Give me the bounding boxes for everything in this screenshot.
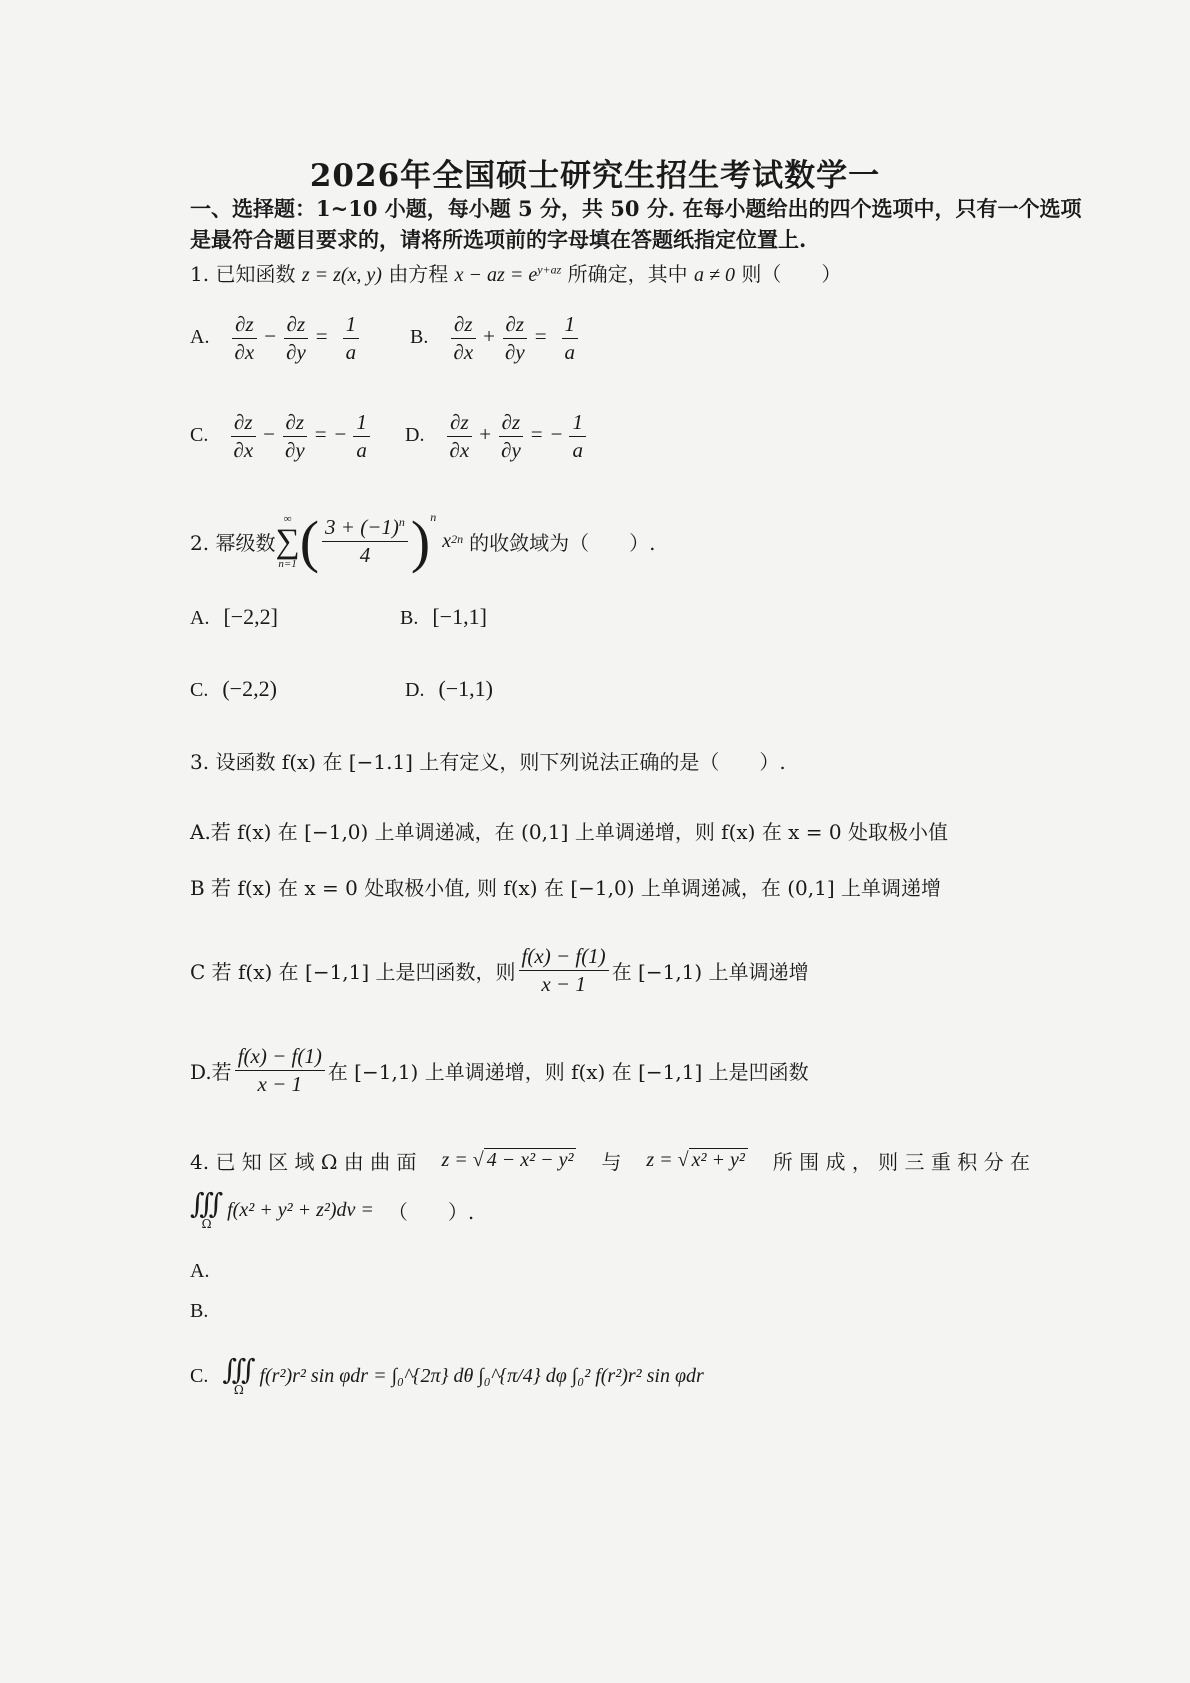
option-label: C. xyxy=(190,424,209,447)
exam-title: 2026年全国硕士研究生招生考试数学一 xyxy=(309,158,881,194)
triple-integral-sign: ∭ Ω xyxy=(190,1187,224,1231)
triple-integral-sign: ∭ Ω xyxy=(222,1353,256,1397)
q3-option-c[interactable]: C 若 f(x) 在 [−1,1] 上是凹函数，则 $\frac{f(x) - f(1)}{x - 1}$ 在 [−1,1) 上单调递增 xyxy=(190,944,809,997)
q3-option-a[interactable]: A.若 f(x) 在 [−1,0) 上单调递减，在 (0,1] 上单调递增，则 f(x) 在 x = 0 处取极小值 xyxy=(190,820,949,844)
q1-mid-text: 由方程 xyxy=(388,262,449,286)
q3-option-c-post: 在 [−1,1) 上单调递增 xyxy=(611,960,809,985)
q2-suffix: 的收敛域为（ ）. xyxy=(469,531,656,555)
q4-option-a[interactable]: A. xyxy=(190,1260,210,1282)
q3-stem: 3. 设函数 f(x) 在 [−1.1] 上有定义，则下列说法正确的是（ ）. xyxy=(190,750,786,774)
q1-exponent: y+az xyxy=(537,262,562,277)
q3-option-c-pre: C 若 f(x) 在 [−1,1] 上是凹函数，则 xyxy=(190,960,516,985)
q4-option-b[interactable]: B. xyxy=(190,1300,209,1322)
q1-stem xyxy=(190,258,841,287)
q1-option-d[interactable]: D. $\frac{\partial z}{\partial x}$ + $\frac{\partial z}{\partial y}$ = − $\frac{1}{a}$ xyxy=(405,410,589,463)
section-instruction-line2: 是最符合题目要求的，请将所选项前的字母填在答题纸指定位置上. xyxy=(190,227,807,252)
q2-option-c[interactable]: C. (−2,2) xyxy=(190,676,277,701)
section-instruction-line1: 一、选择题：1~10 小题，每小题 5 分，共 50 分. 在每小题给出的四个选项中，只有一个选项 xyxy=(190,196,1082,221)
q2-option-b[interactable]: B. [−1,1] xyxy=(400,604,487,629)
q1-function: z = z(x, y) xyxy=(301,264,382,286)
q1-option-b[interactable]: B. $\frac{\partial z}{\partial x}$ + $\frac{\partial z}{\partial y}$ = $\frac{1}{a}$ xyxy=(410,312,581,365)
option-label: D. xyxy=(405,424,425,447)
option-label: B. xyxy=(410,326,429,349)
q1-condition: a ≠ 0 xyxy=(694,264,735,286)
q1-equation: x − az = e xyxy=(454,264,538,286)
q1-option-c[interactable]: C. $\frac{\partial z}{\partial x}$ − $\frac{\partial z}{\partial y}$ = − $\frac{1}{a}$ xyxy=(190,410,373,463)
q2-option-d[interactable]: D. (−1,1) xyxy=(405,676,494,701)
q4-stem-line2: ∭ Ω f(x² + y² + z²)dv = （ ）. xyxy=(190,1187,475,1231)
q3-option-d[interactable]: D.若 $\frac{f(x) - f(1)}{x - 1}$ 在 [−1,1) 上单调递增，则 f(x) 在 [−1,1] 上是凹函数 xyxy=(190,1044,809,1097)
option-label: A. xyxy=(190,326,210,349)
summation-sign: ∞ ∑ n=1 xyxy=(275,512,300,570)
q4-option-c[interactable]: C. ∭ Ω f(r²)r² sin φdr = ∫₀^{2π} dθ ∫₀^{π/4} dφ ∫₀² f(r²)r² sin φdr xyxy=(190,1353,704,1397)
q1-prefix: 1. 已知函数 xyxy=(190,262,296,286)
q2-prefix: 2. 幂级数 xyxy=(190,531,276,555)
q3-option-d-post: 在 [−1,1) 上单调递增，则 f(x) 在 [−1,1] 上是凹函数 xyxy=(327,1060,809,1085)
q1-tail: 则（ ） xyxy=(741,262,842,286)
q2-stem: 2. 幂级数 ∞ ∑ n=1 ( $\frac{3 + (-1)^n}{4}$ ) $^n$ x 2n 的收敛域为（ ）. xyxy=(190,509,656,574)
q2-option-a[interactable]: A. [−2,2] xyxy=(190,604,279,629)
q3-option-d-pre: D.若 xyxy=(190,1060,232,1085)
q3-option-b[interactable]: B 若 f(x) 在 x = 0 处取极小值, 则 f(x) 在 [−1,0) 上单调递减，在 (0,1] 上单调递增 xyxy=(190,876,941,900)
q1-suffix: 所确定，其中 xyxy=(567,262,688,286)
q1-option-a[interactable]: A. $\frac{\partial z}{\partial x}$ − $\frac{\partial z}{\partial y}$ = $\frac{1}{a}$ xyxy=(190,312,362,365)
q4-stem-line1: 4. 已 知 区 域 Ω 由 曲 面 z = √ 4 − x² − y² 与 z = √ x² + y² 所 围 成 ， 则 三 重 积 分 在 xyxy=(190,1149,1030,1174)
